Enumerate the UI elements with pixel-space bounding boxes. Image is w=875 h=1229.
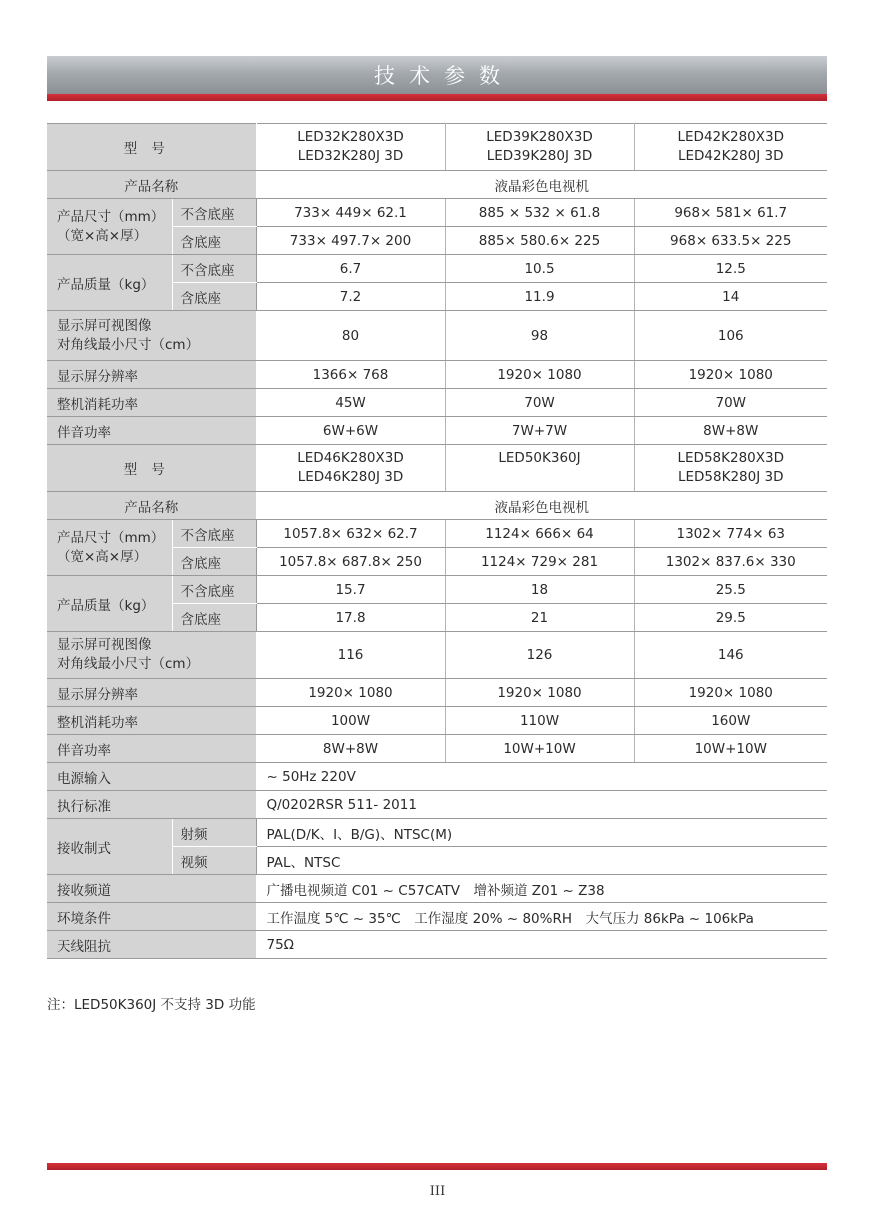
table-row [47,417,827,445]
table-row [47,255,827,283]
weight-label: 产品质量（kg） [47,255,172,311]
resolution-value: 1920× 1080 [634,361,827,389]
video-value: PAL、NTSC [256,847,827,875]
table-row [47,576,827,604]
table-row [47,311,827,361]
product-name-value: 液晶彩色电视机 [256,171,827,199]
model-label: 型号 [47,124,256,171]
weight-value: 10.5 [445,255,634,283]
weight-value: 29.5 [634,604,827,632]
table-row [47,520,827,548]
environment-label: 环境条件 [47,903,256,931]
power-value: 70W [634,389,827,417]
weight-value: 18 [445,576,634,604]
resolution-value: 1920× 1080 [445,679,634,707]
weight-value: 11.9 [445,283,634,311]
power-value: 160W [634,707,827,735]
table-row [47,679,827,707]
with-stand-label: 含底座 [172,227,256,255]
rf-value: PAL(D/K、I、B/G)、NTSC(M) [256,819,827,847]
weight-label: 产品质量（kg） [47,576,172,632]
resolution-value: 1920× 1080 [445,361,634,389]
model-cell: LED32K280X3D LED32K280J 3D [256,124,445,171]
without-stand-label: 不含底座 [172,520,256,548]
diagonal-value: 106 [634,311,827,361]
without-stand-label: 不含底座 [172,255,256,283]
size-label: 产品尺寸（mm） （宽×高×厚） [47,199,172,255]
audio-value: 7W+7W [445,417,634,445]
table-row [47,931,827,959]
reception-label: 接收制式 [47,819,172,875]
size-value: 885× 580.6× 225 [445,227,634,255]
diagonal-value: 126 [445,632,634,679]
audio-value: 8W+8W [634,417,827,445]
size-value: 968× 581× 61.7 [634,199,827,227]
with-stand-label: 含底座 [172,604,256,632]
table-row [47,492,827,520]
video-label: 视频 [172,847,256,875]
standard-value: Q/0202RSR 511- 2011 [256,791,827,819]
power-value: 100W [256,707,445,735]
weight-value: 21 [445,604,634,632]
with-stand-label: 含底座 [172,283,256,311]
model-cell: LED46K280X3D LED46K280J 3D [256,445,445,492]
weight-value: 6.7 [256,255,445,283]
resolution-label: 显示屏分辨率 [47,361,256,389]
weight-value: 12.5 [634,255,827,283]
resolution-value: 1366× 768 [256,361,445,389]
power-label: 整机消耗功率 [47,389,256,417]
resolution-value: 1920× 1080 [634,679,827,707]
size-value: 1302× 774× 63 [634,520,827,548]
table-row [47,199,827,227]
table-row [47,791,827,819]
size-value: 885 × 532 × 61.8 [445,199,634,227]
weight-value: 25.5 [634,576,827,604]
footnote: 注：LED50K360J 不支持 3D 功能 [47,997,256,1013]
resolution-label: 显示屏分辨率 [47,679,256,707]
table-row [47,171,827,199]
table-row [47,707,827,735]
table-row [47,361,827,389]
table-row [47,819,827,847]
size-value: 1124× 666× 64 [445,520,634,548]
diagonal-value: 80 [256,311,445,361]
table-row [47,389,827,417]
size-value: 733× 449× 62.1 [256,199,445,227]
table-row [47,632,827,679]
power-label: 整机消耗功率 [47,707,256,735]
diagonal-label: 显示屏可视图像 对角线最小尺寸（cm） [47,632,256,679]
size-value: 1302× 837.6× 330 [634,548,827,576]
power-input-value: ~ 50Hz 220V [256,763,827,791]
table-row [47,875,827,903]
model-label: 型号 [47,445,256,492]
diagonal-value: 116 [256,632,445,679]
model-cell: LED42K280X3D LED42K280J 3D [634,124,827,171]
power-value: 110W [445,707,634,735]
footer-accent-bar [47,1163,827,1170]
channels-label: 接收频道 [47,875,256,903]
size-value: 733× 497.7× 200 [256,227,445,255]
diagonal-label: 显示屏可视图像 对角线最小尺寸（cm） [47,311,256,361]
power-input-label: 电源输入 [47,763,256,791]
spec-table [47,123,827,959]
size-value: 1057.8× 687.8× 250 [256,548,445,576]
weight-value: 14 [634,283,827,311]
size-value: 968× 633.5× 225 [634,227,827,255]
size-label: 产品尺寸（mm） （宽×高×厚） [47,520,172,576]
table-row [47,763,827,791]
without-stand-label: 不含底座 [172,576,256,604]
antenna-value: 75Ω [256,931,827,959]
power-value: 70W [445,389,634,417]
table-row [47,735,827,763]
model-cell: LED39K280X3D LED39K280J 3D [445,124,634,171]
table-row [47,903,827,931]
power-value: 45W [256,389,445,417]
weight-value: 17.8 [256,604,445,632]
weight-value: 7.2 [256,283,445,311]
model-cell: LED50K360J [445,445,634,492]
audio-value: 10W+10W [634,735,827,763]
diagonal-value: 146 [634,632,827,679]
rf-label: 射频 [172,819,256,847]
audio-label: 伴音功率 [47,417,256,445]
audio-value: 8W+8W [256,735,445,763]
audio-value: 6W+6W [256,417,445,445]
without-stand-label: 不含底座 [172,199,256,227]
channels-value: 广播电视频道 C01 ~ C57CATV 增补频道 Z01 ~ Z38 [256,875,827,903]
product-name-label: 产品名称 [47,171,256,199]
header-bar [47,56,827,94]
size-value: 1124× 729× 281 [445,548,634,576]
page-title: 技术参数 [374,64,514,88]
resolution-value: 1920× 1080 [256,679,445,707]
environment-value: 工作温度 5℃ ~ 35℃ 工作湿度 20% ~ 80%RH 大气压力 86kPa ~ 106kPa [256,903,827,931]
weight-value: 15.7 [256,576,445,604]
product-name-label: 产品名称 [47,492,256,520]
table-row [47,445,827,492]
audio-value: 10W+10W [445,735,634,763]
header-accent-bar [47,94,827,101]
standard-label: 执行标准 [47,791,256,819]
with-stand-label: 含底座 [172,548,256,576]
product-name-value: 液晶彩色电视机 [256,492,827,520]
model-cell: LED58K280X3D LED58K280J 3D [634,445,827,492]
page-number: III [429,1184,446,1199]
antenna-label: 天线阻抗 [47,931,256,959]
size-value: 1057.8× 632× 62.7 [256,520,445,548]
table-row [47,124,827,171]
diagonal-value: 98 [445,311,634,361]
audio-label: 伴音功率 [47,735,256,763]
